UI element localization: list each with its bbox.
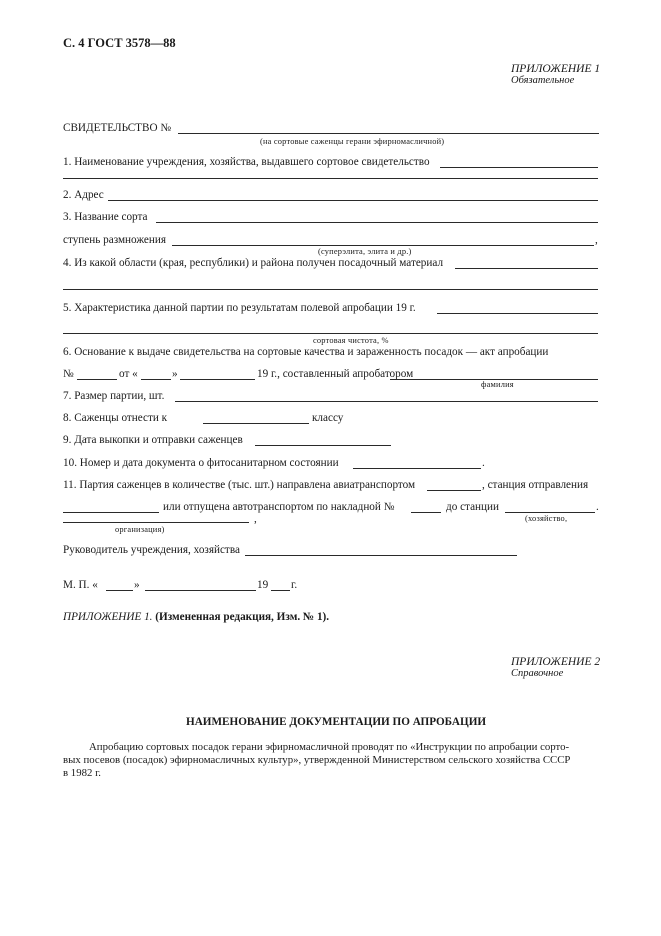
item-4-field[interactable] <box>455 268 598 269</box>
item-1-field[interactable] <box>440 167 598 168</box>
amendment-title: ПРИЛОЖЕНИЕ 1. <box>63 611 153 623</box>
stage-comma: , <box>595 234 598 246</box>
act-from-label: от « <box>119 368 138 380</box>
item-7-label: 7. Размер партии, шт. <box>63 390 165 402</box>
amendment-text: (Измененная редакция, Изм. № 1). <box>155 611 330 623</box>
appendix1-status: Обязательное <box>511 75 575 86</box>
farm-org-field[interactable] <box>63 522 249 523</box>
item-1-label: 1. Наименование учреждения, хозяйства, выдавшего сортовое свидетельство <box>63 156 430 168</box>
item-11-comma: , <box>254 513 257 525</box>
head-signature-field[interactable] <box>245 555 517 556</box>
item-8-label: 8. Саженцы отнести к <box>63 412 168 424</box>
purity-note: сортовая чистота, % <box>313 336 389 345</box>
air-transport-field[interactable] <box>427 490 481 491</box>
item-5-field[interactable] <box>437 313 598 314</box>
stamp-label: М. П. « <box>63 579 98 591</box>
stamp-year-label: 19 <box>257 579 269 591</box>
item-11-auto: или отпущена автотранспортом по накладной № <box>163 501 395 513</box>
act-year-label: 19 г., составленный апробатором <box>257 368 414 380</box>
item-11-dot: . <box>596 501 599 513</box>
item-4-field-cont[interactable] <box>63 289 598 290</box>
act-number-label: № <box>63 368 74 380</box>
stage-label: ступень размножения <box>63 234 167 246</box>
stamp-quote: » <box>134 579 140 591</box>
stamp-month-field[interactable] <box>145 590 256 591</box>
appendix2-para-line3: в 1982 г. <box>63 767 101 779</box>
batch-size-field[interactable] <box>175 401 598 402</box>
item-10-label: 10. Номер и дата документа о фитосанитарном состоянии <box>63 457 339 469</box>
page-header: С. 4 ГОСТ 3578—88 <box>63 36 176 50</box>
departure-station-field[interactable] <box>63 512 159 513</box>
stage-field[interactable] <box>172 245 594 246</box>
act-day-field[interactable] <box>141 379 171 380</box>
appendix1-title: ПРИЛОЖЕНИЕ 1 <box>511 63 601 75</box>
destination-station-field[interactable] <box>505 512 595 513</box>
appendix2-status: Справочное <box>511 668 564 679</box>
address-field[interactable] <box>108 200 598 201</box>
item-11-station: , станция отправления <box>482 479 589 491</box>
head-label: Руководитель учреждения, хозяйства <box>63 544 240 556</box>
item-6-label: 6. Основание к выдаче свидетельства на сортовые качества и зараженность посадок — акт апробации <box>63 346 549 358</box>
item-5-field-cont[interactable] <box>63 333 598 334</box>
item-11-label: 11. Партия саженцев в количестве (тыс. шт.) направлена авиатранспортом <box>63 479 416 491</box>
waybill-number-field[interactable] <box>411 512 441 513</box>
appendix2-title: ПРИЛОЖЕНИЕ 2 <box>511 656 601 668</box>
variety-name-field[interactable] <box>156 222 598 223</box>
org-note: организация) <box>115 525 165 534</box>
item-10-end: . <box>482 457 485 469</box>
item-5-label: 5. Характеристика данной партии по результатам полевой апробации 19 г. <box>63 302 416 314</box>
item-4-label: 4. Из какой области (края, республики) и района получен посадочный материал <box>63 257 444 269</box>
appendix2-heading: НАИМЕНОВАНИЕ ДОКУМЕНТАЦИИ ПО АПРОБАЦИИ <box>186 716 487 728</box>
surname-note: фамилия <box>481 380 514 389</box>
stamp-day-field[interactable] <box>106 590 133 591</box>
dig-date-field[interactable] <box>255 445 391 446</box>
stamp-year-suffix: г. <box>291 579 298 591</box>
appendix2-para-line2: вых посевов (посадок) эфирномасличных культур», утвержденной Министерством сельского хозяйства СССР <box>63 754 571 766</box>
item-2-label: 2. Адрес <box>63 189 104 201</box>
certificate-note: (на сортовые саженцы герани эфирномасличной) <box>260 137 445 146</box>
certificate-label: СВИДЕТЕЛЬСТВО № <box>63 122 172 134</box>
item-9-label: 9. Дата выкопки и отправки саженцев <box>63 434 243 446</box>
stamp-year-field[interactable] <box>271 590 290 591</box>
item-11-dest: до станции <box>446 501 499 513</box>
appendix2-para-line1: Апробацию сортовых посадок герани эфирномасличной проводят по «Инструкции по апробации сорто- <box>89 741 570 753</box>
phyto-doc-field[interactable] <box>353 468 481 469</box>
certificate-number-line[interactable] <box>178 133 599 134</box>
act-quote: » <box>172 368 178 380</box>
act-number-field[interactable] <box>77 379 117 380</box>
farm-note: (хозяйство, <box>525 514 568 523</box>
class-field[interactable] <box>203 423 309 424</box>
item-8-tail: классу <box>312 412 344 424</box>
stage-note: (суперэлита, элита и др.) <box>318 247 412 256</box>
item-3-label: 3. Название сорта <box>63 211 148 223</box>
item-1-field-cont[interactable] <box>63 178 598 179</box>
amendment-note <box>63 612 329 623</box>
act-month-field[interactable] <box>180 379 255 380</box>
